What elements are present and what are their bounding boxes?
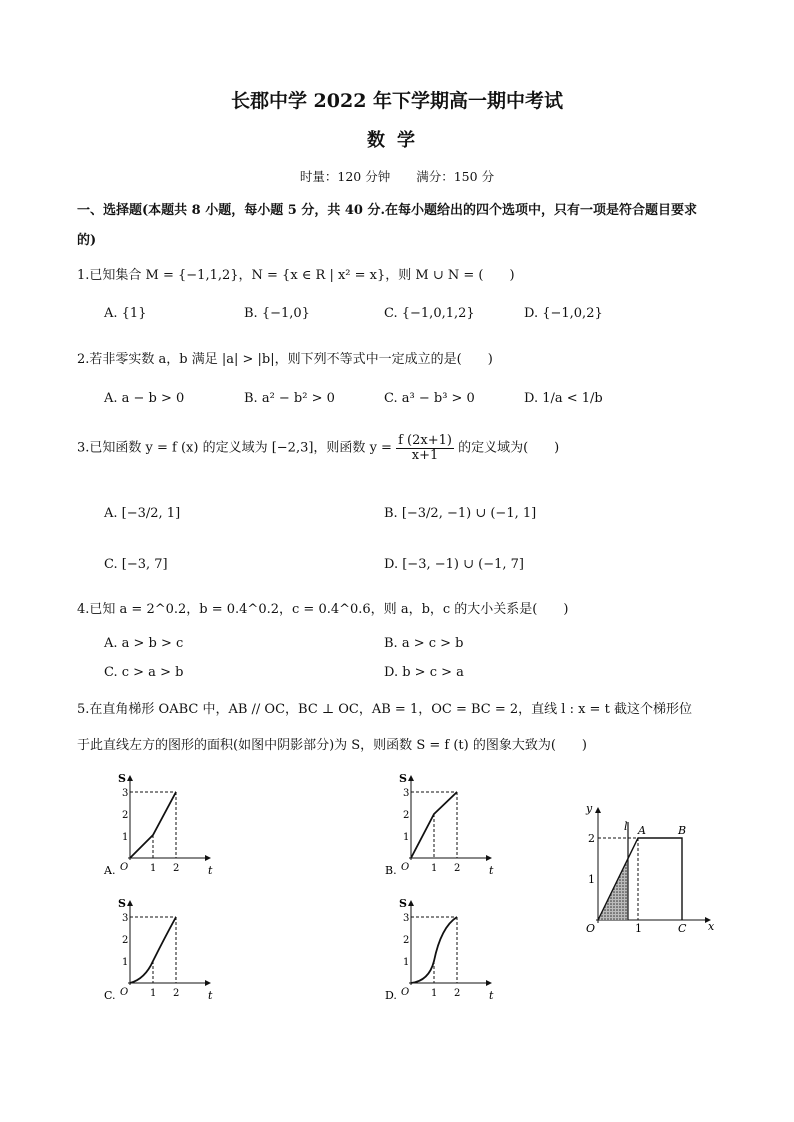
question-5-stem-line2: 于此直线左方的图形的面积(如图中阴影部分)为 S，则函数 S = f (t) 的图象大致为( ) <box>77 738 587 753</box>
graph-a-ytick-3: 3 <box>122 788 129 799</box>
question-2-stem: 2.若非零实数 a，b 满足 |a| > |b|，则下列不等式中一定成立的是( ) <box>77 352 493 367</box>
section-heading-cont: 的) <box>77 233 97 248</box>
graph-a-origin: O <box>120 862 129 873</box>
figure-point-c: C <box>678 922 687 935</box>
figure-y-label: y <box>586 802 593 815</box>
graph-b-y-label: S <box>399 772 407 785</box>
question-3-stem <box>77 434 559 462</box>
graph-a-ytick-2: 2 <box>122 810 129 821</box>
graph-b-x-label: t <box>489 864 494 877</box>
q3-fraction-den: x+1 <box>411 447 439 463</box>
graph-d-label: D. <box>385 989 397 1002</box>
q3-fraction-num: f (2x+1) <box>398 433 452 448</box>
figure-origin: O <box>586 922 596 935</box>
graph-d <box>381 895 501 1005</box>
graph-c-xtick-1: 1 <box>150 988 157 999</box>
graph-a-xtick-2: 2 <box>173 863 180 874</box>
figure-ytick-2: 2 <box>588 832 595 845</box>
q1-option-c: C. {−1,0,1,2} <box>384 306 475 321</box>
subject-title: 数学 <box>367 130 427 151</box>
figure-point-a: A <box>638 824 646 837</box>
graph-c-origin: O <box>120 987 129 998</box>
q2-option-c: C. a³ − b³ > 0 <box>384 391 475 406</box>
graph-c <box>100 895 220 1005</box>
q4-option-d: D. b > c > a <box>384 665 464 680</box>
graph-d-xtick-2: 2 <box>454 988 461 999</box>
graph-c-label: C. <box>104 989 116 1002</box>
q3-option-d: D. [−3, −1) ∪ (−1, 7] <box>384 557 524 572</box>
q4-option-c: C. c > a > b <box>104 665 184 680</box>
graph-a-curve <box>130 792 176 858</box>
graph-c-y-label: S <box>118 897 126 910</box>
graph-c-xtick-2: 2 <box>173 988 180 999</box>
graph-b-ytick-1: 1 <box>403 832 410 843</box>
q4-option-b: B. a > c > b <box>384 636 464 651</box>
question-1-stem: 1.已知集合 M = {−1,1,2}，N = {x ∈ R | x² = x}，则 M ∪ N = ( ) <box>77 268 515 283</box>
graph-c-ytick-1: 1 <box>122 957 129 968</box>
graph-b <box>381 770 501 880</box>
graph-b-xtick-1: 1 <box>431 863 438 874</box>
graph-b-origin: O <box>401 862 410 873</box>
figure-x-label: x <box>708 920 715 933</box>
figure-point-b: B <box>678 824 687 837</box>
graph-c-x-label: t <box>208 989 213 1002</box>
figure-xtick-1: 1 <box>635 922 642 935</box>
graph-d-ytick-3: 3 <box>403 913 410 924</box>
q3-fraction <box>396 434 454 462</box>
graph-d-ytick-2: 2 <box>403 935 410 946</box>
q2-option-a: A. a − b > 0 <box>104 391 185 406</box>
graph-b-label: B. <box>385 864 397 877</box>
graph-a-label: A. <box>104 864 116 877</box>
question-4-stem: 4.已知 a = 2^0.2，b = 0.4^0.2，c = 0.4^0.6，则 a，b，c 的大小关系是( ) <box>77 602 569 617</box>
q3-option-b: B. [−3/2, −1) ∪ (−1, 1] <box>384 506 537 521</box>
graph-d-y-label: S <box>399 897 407 910</box>
graph-a-x-label: t <box>208 864 213 877</box>
graph-d-x-label: t <box>489 989 494 1002</box>
q1-option-b: B. {−1,0} <box>244 306 310 321</box>
exam-meta <box>0 167 794 185</box>
section-heading: 一、选择题(本题共 8 小题，每小题 5 分，共 40 分.在每小题给出的四个选项中，只有一项是符合题目要求 <box>77 203 698 218</box>
graph-b-xtick-2: 2 <box>454 863 461 874</box>
graph-a-y-label: S <box>118 772 126 785</box>
q3-stem-part2: 的定义域为( ) <box>458 440 560 456</box>
graph-d-xtick-1: 1 <box>431 988 438 999</box>
page-title: 长郡中学 2022 年下学期高一期中考试 <box>230 90 564 112</box>
question-5-stem-line1: 5.在直角梯形 OABC 中，AB // OC，BC ⊥ OC，AB = 1，OC = BC = 2，直线 l : x = t 截这个梯形位 <box>77 702 692 717</box>
graph-c-ytick-2: 2 <box>122 935 129 946</box>
q4-option-a: A. a > b > c <box>104 636 184 651</box>
figure-ytick-1: 1 <box>588 873 595 886</box>
graph-b-ytick-2: 2 <box>403 810 410 821</box>
full-score: 满分：150 分 <box>416 169 495 184</box>
trapezoid-figure <box>580 798 720 938</box>
q3-stem-part1: 3.已知函数 y = f (x) 的定义域为 [−2,3]，则函数 y = <box>77 440 392 456</box>
time-limit: 时量：120 分钟 <box>299 169 391 184</box>
q3-option-a: A. [−3/2, 1] <box>104 506 181 521</box>
q2-option-d: D. 1/a < 1/b <box>524 391 603 406</box>
figure-line-label: l <box>624 820 628 833</box>
q1-option-d: D. {−1,0,2} <box>524 306 603 321</box>
graph-b-ytick-3: 3 <box>403 788 410 799</box>
graph-a-ytick-1: 1 <box>122 832 129 843</box>
graph-d-ytick-1: 1 <box>403 957 410 968</box>
q3-option-c: C. [−3, 7] <box>104 557 168 572</box>
graph-a <box>100 770 220 880</box>
graph-d-origin: O <box>401 987 410 998</box>
graph-c-ytick-3: 3 <box>122 913 129 924</box>
q1-option-a: A. {1} <box>104 306 147 321</box>
graph-a-xtick-1: 1 <box>150 863 157 874</box>
q2-option-b: B. a² − b² > 0 <box>244 391 335 406</box>
